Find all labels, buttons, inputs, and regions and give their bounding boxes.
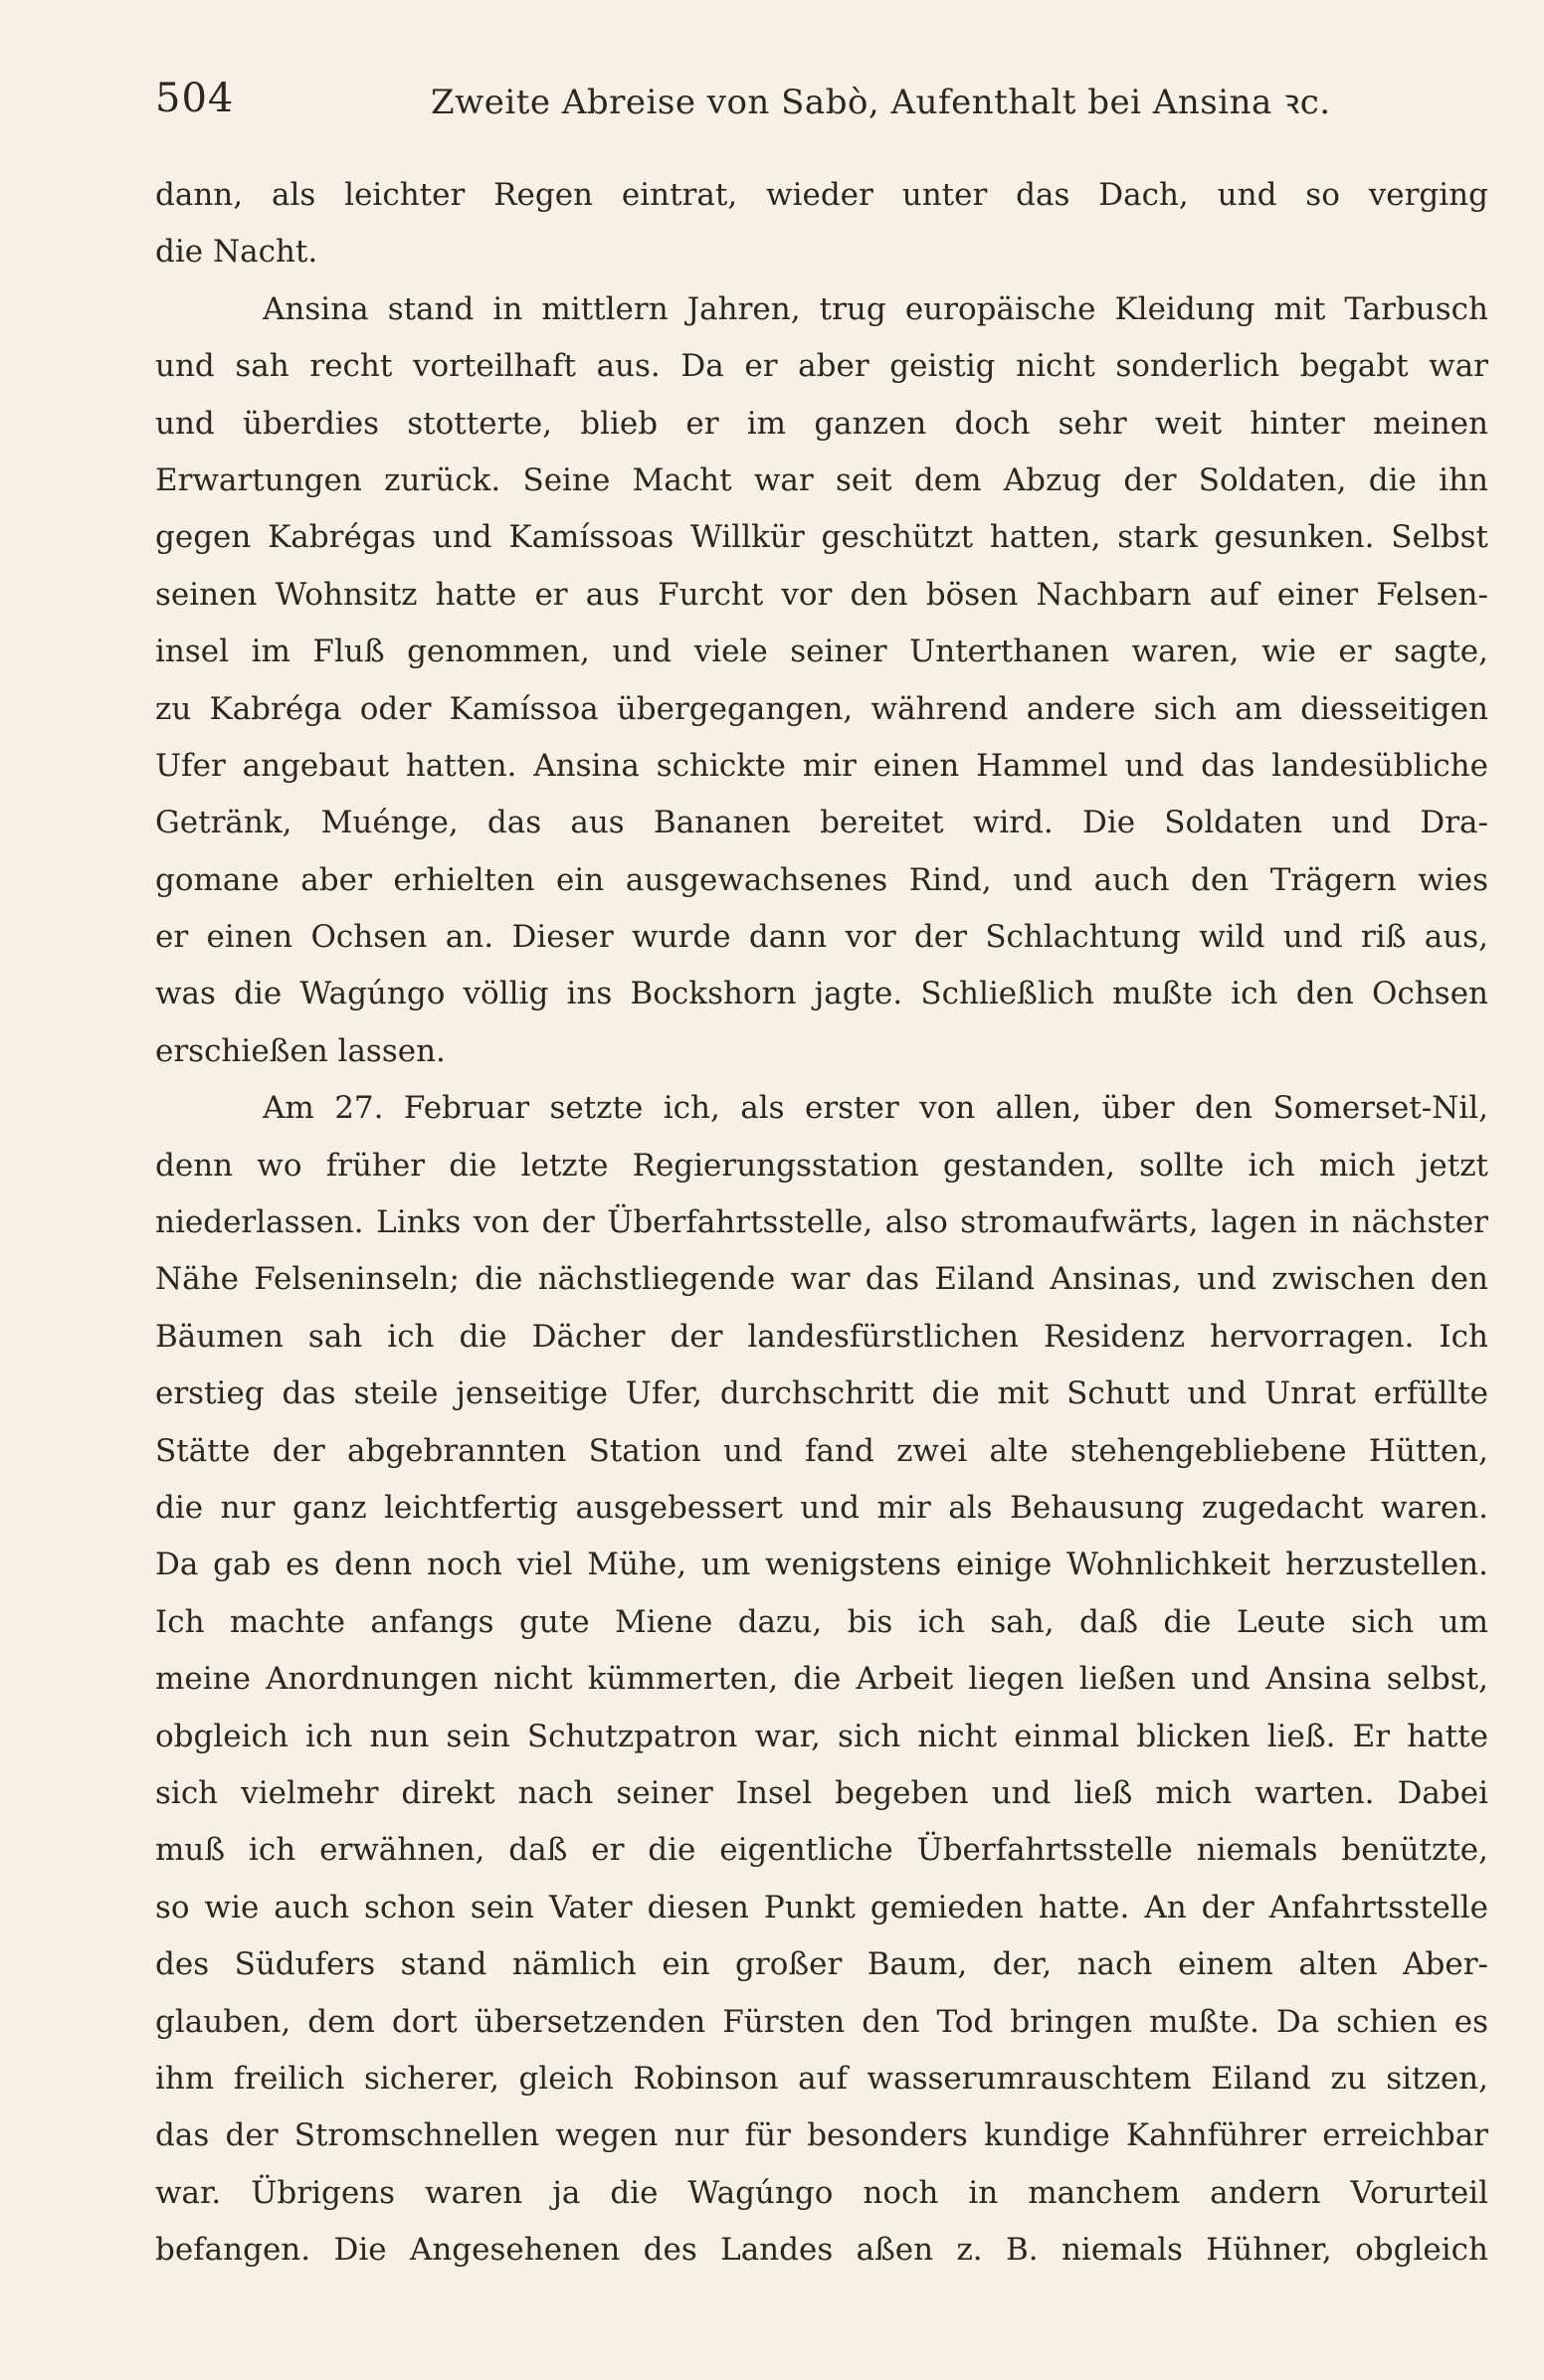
running-head: Zweite Abreise von Sabò, Aufenthalt bei Ansina ꝛc.: [431, 83, 1331, 122]
text-line: gomane aber erhielten ein ausgewachsenes Rind, und auch den Trägern wies: [155, 861, 1488, 898]
text-line: Ich machte anfangs gute Miene dazu, bis ich sah, daß die Leute sich um: [155, 1603, 1488, 1640]
text-line: Am 27. Februar setzte ich, als erster von allen, über den Somerset-Nil,: [263, 1090, 1488, 1127]
text-line: erstieg das steile jenseitige Ufer, durchschritt die mit Schutt und Unrat erfüllte: [155, 1375, 1488, 1412]
text-line: das der Stromschnellen wegen nur für besonders kundige Kahnführer erreichbar: [155, 2117, 1488, 2154]
text-line: insel im Fluß genommen, und viele seiner Unterthanen waren, wie er sagte,: [155, 634, 1488, 670]
text-line: Ansina stand in mittlern Jahren, trug europäische Kleidung mit Tarbusch: [263, 290, 1488, 327]
text-line: denn wo früher die letzte Regierungsstation gestanden, sollte ich mich jetzt: [155, 1147, 1488, 1184]
text-line: glauben, dem dort übersetzenden Fürsten den Tod bringen mußte. Da schien es: [155, 2003, 1488, 2040]
text-line: Stätte der abgebrannten Station und fand zwei alte stehengebliebene Hütten,: [155, 1432, 1488, 1469]
text-line: so wie auch schon sein Vater diesen Punkt gemieden hatte. An der Anfahrtsstelle: [155, 1889, 1488, 1925]
text-line: des Südufers stand nämlich ein großer Baum, der, nach einem alten Aber-: [155, 1946, 1488, 1983]
text-line: dann, als leichter Regen eintrat, wieder unter das Dach, und so verging: [155, 177, 1488, 213]
page-header: [155, 72, 1488, 127]
text-line: Da gab es denn noch viel Mühe, um wenigstens einige Wohnlichkeit herzustellen.: [155, 1547, 1488, 1583]
text-line: die Nacht.: [155, 234, 318, 271]
text-line: Bäumen sah ich die Dächer der landesfürstlichen Residenz hervorragen. Ich: [155, 1318, 1488, 1355]
text-line: muß ich erwähnen, daß er die eigentliche Überfahrtsstelle niemals benützte,: [155, 1832, 1488, 1869]
text-line: befangen. Die Angesehenen des Landes aßen z. B. niemals Hühner, obgleich: [155, 2232, 1488, 2269]
text-line: sich vielmehr direkt nach seiner Insel begeben und ließ mich warten. Dabei: [155, 1774, 1488, 1811]
page-number: 504: [155, 76, 235, 121]
body-text: [155, 167, 1488, 2279]
text-line: seinen Wohnsitz hatte er aus Furcht vor den bösen Nachbarn auf einer Felsen-: [155, 576, 1488, 613]
text-line: Ufer angebaut hatten. Ansina schickte mir einen Hammel und das landesübliche: [155, 747, 1488, 784]
text-line: die nur ganz leichtfertig ausgebessert und mir als Behausung zugedacht waren.: [155, 1489, 1488, 1526]
text-line: zu Kabréga oder Kamíssoa übergegangen, während andere sich am diesseitigen: [155, 690, 1488, 727]
text-line: und sah recht vorteilhaft aus. Da er aber geistig nicht sonderlich begabt war: [155, 348, 1488, 385]
text-line: Erwartungen zurück. Seine Macht war seit dem Abzug der Soldaten, die ihn: [155, 461, 1488, 498]
text-line: was die Wagúngo völlig ins Bockshorn jagte. Schließlich mußte ich den Ochsen: [155, 976, 1488, 1012]
text-line: war. Übrigens waren ja die Wagúngo noch in manchem andern Vorurteil: [155, 2174, 1488, 2211]
text-line: niederlassen. Links von der Überfahrtsstelle, also stromaufwärts, lagen in nächster: [155, 1204, 1488, 1241]
text-line: meine Anordnungen nicht kümmerten, die Arbeit liegen ließen und Ansina selbst,: [155, 1661, 1488, 1698]
text-line: erschießen lassen.: [155, 1032, 446, 1069]
text-line: ihm freilich sicherer, gleich Robinson auf wasserumrauschtem Eiland zu sitzen,: [155, 2060, 1488, 2097]
text-line: er einen Ochsen an. Dieser wurde dann vor der Schlachtung wild und riß aus,: [155, 919, 1488, 956]
text-line: Nähe Felseninseln; die nächstliegende war das Eiland Ansinas, und zwischen den: [155, 1261, 1488, 1298]
text-line: Getränk, Muénge, das aus Bananen bereitet wird. Die Soldaten und Dra-: [155, 805, 1488, 841]
text-line: und überdies stotterte, blieb er im ganzen doch sehr weit hinter meinen: [155, 405, 1488, 442]
text-line: obgleich ich nun sein Schutzpatron war, sich nicht einmal blicken ließ. Er hatte: [155, 1718, 1488, 1754]
text-line: gegen Kabrégas und Kamíssoas Willkür geschützt hatten, stark gesunken. Selbst: [155, 519, 1488, 556]
